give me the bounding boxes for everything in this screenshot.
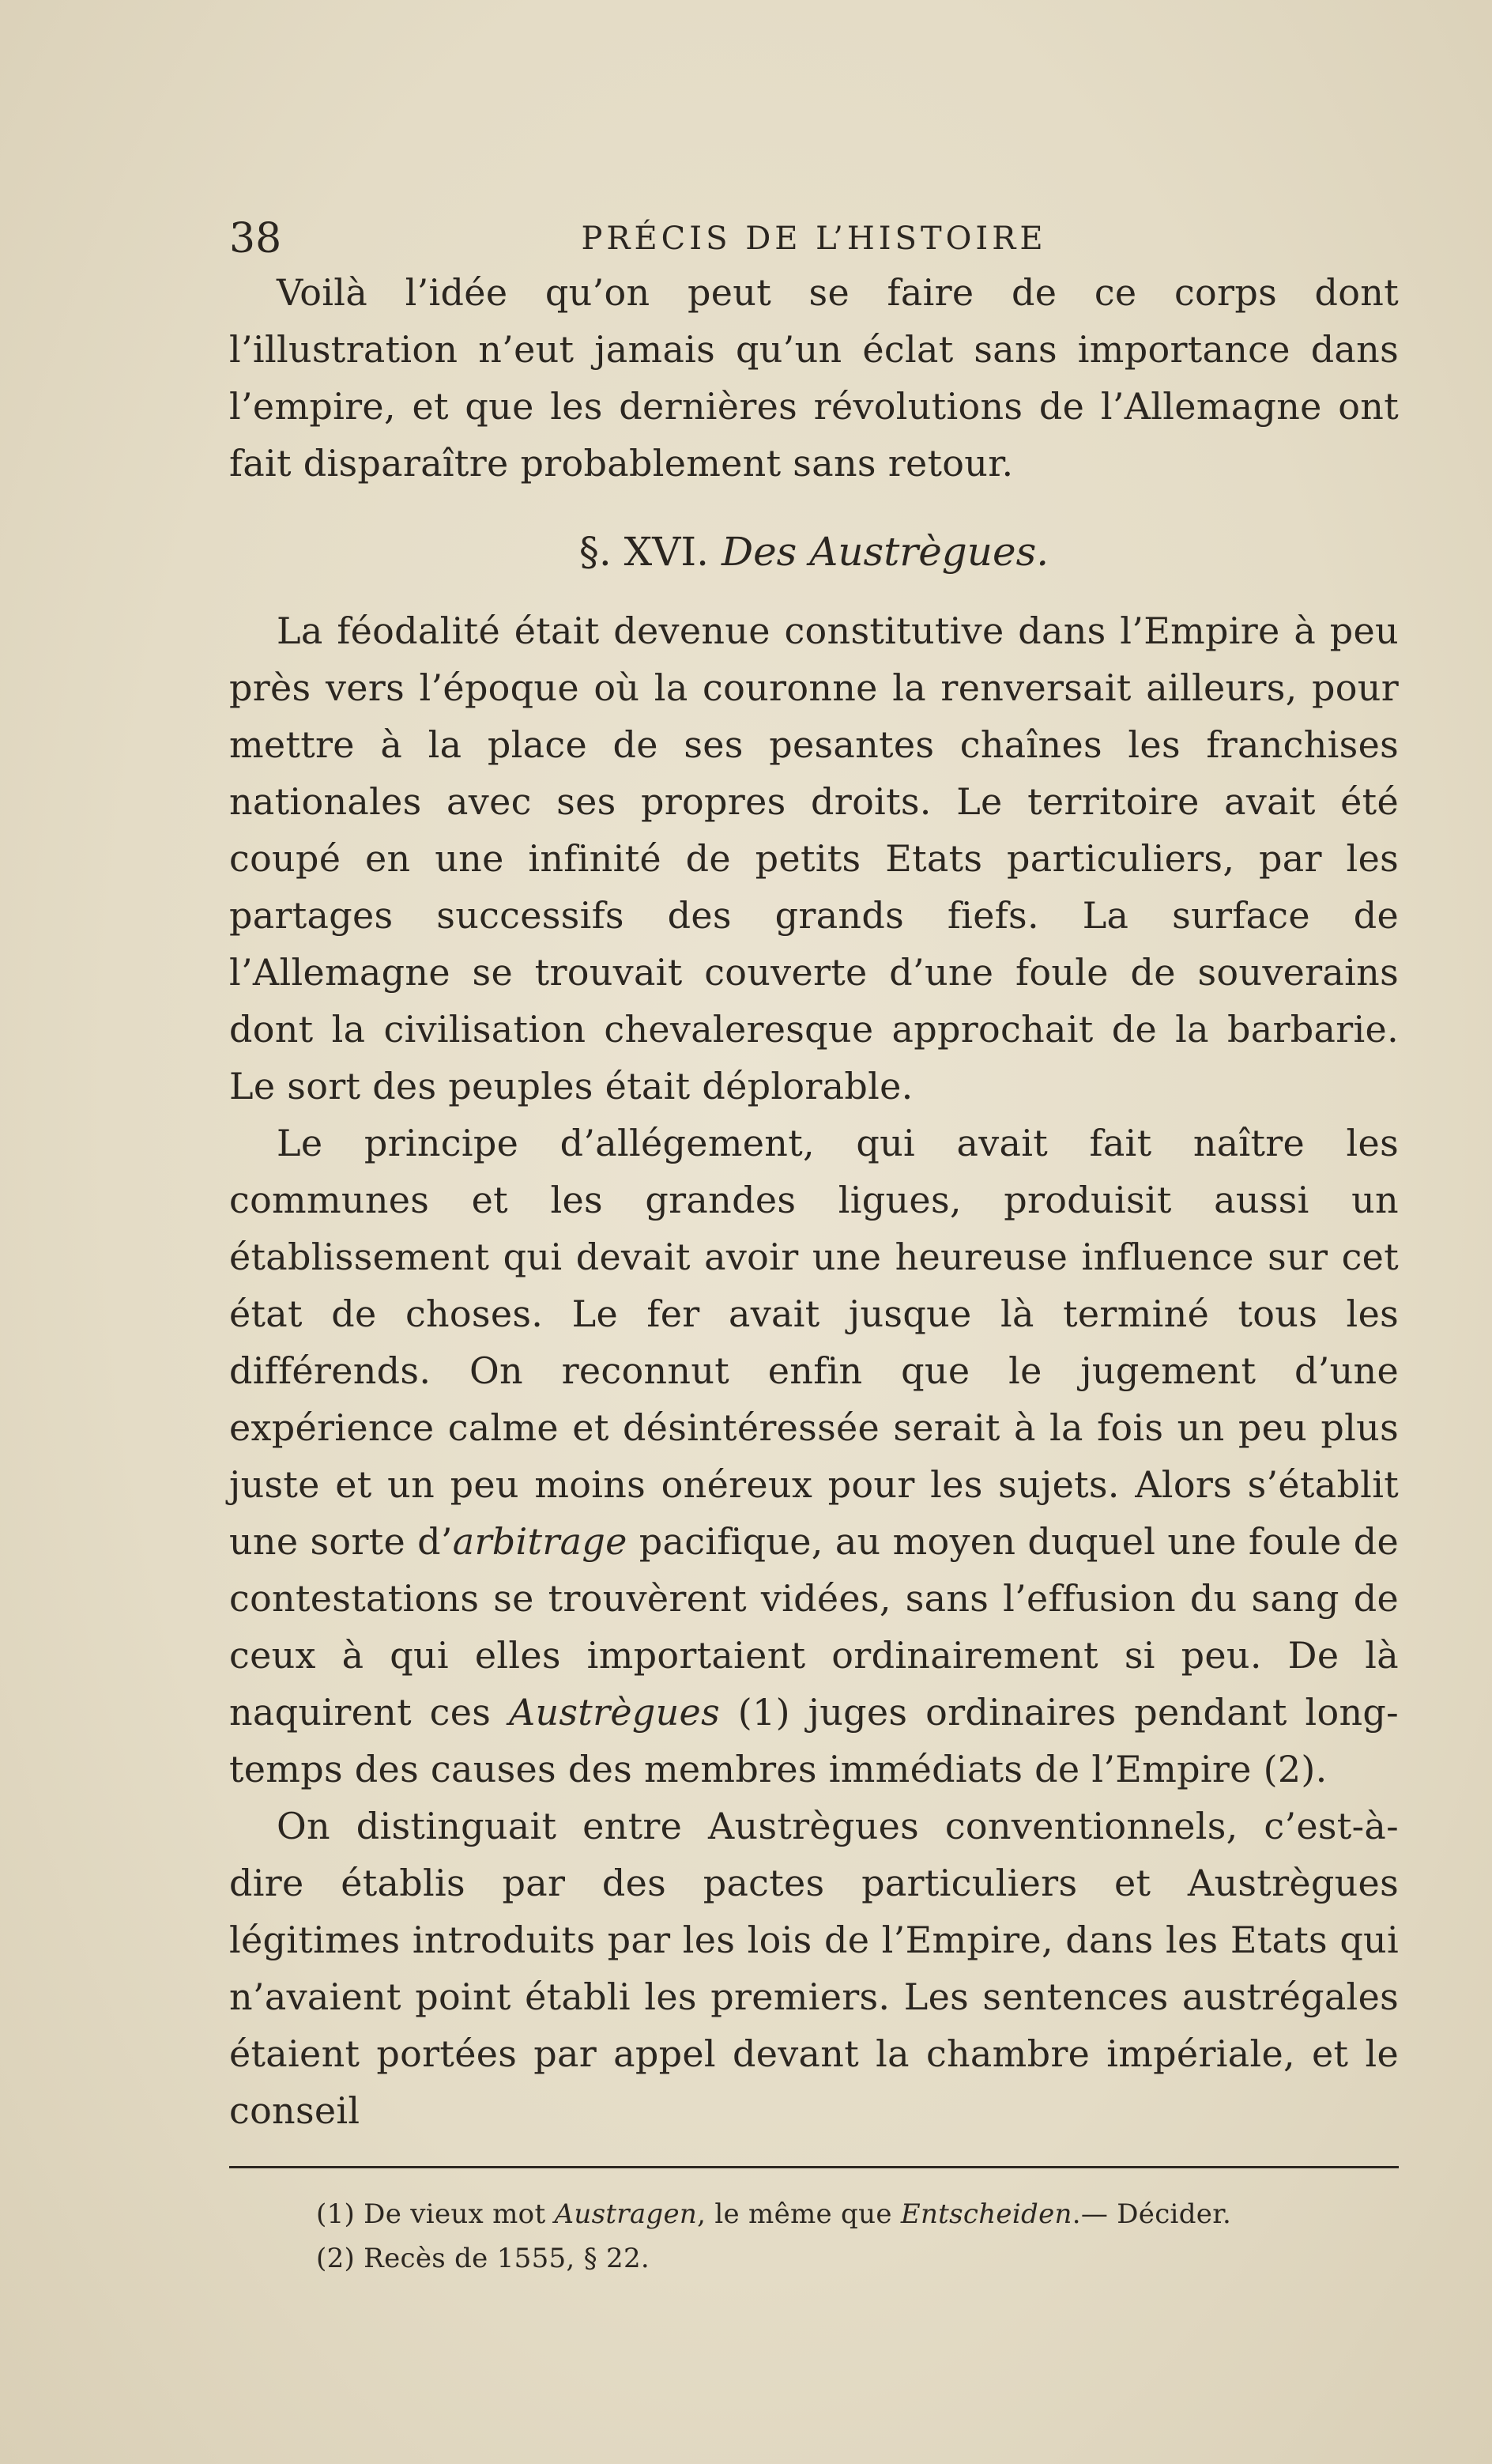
footnote-1-italic-entscheiden: Entscheiden	[900, 2198, 1072, 2230]
paragraph-3-text-a: Le principe d’allégement, qui avait fait naître les communes et les grandes ligues, produisit aussi un établissement qui devait avoir une heureuse influence sur cet état de choses. Le fer avait jusque là terminé tous les différends. On reconnut enfin que le jugement d’une expérience calme et désintéressée serait à la fois un peu plus juste et un peu moins onéreux pour les sujets. Alors s’établit une sorte d’	[229, 1122, 1399, 1563]
footnote-1-text-b: , le même que	[697, 2198, 901, 2230]
text-block	[229, 213, 1399, 2281]
running-title: PRÉCIS DE L’HISTOIRE	[581, 221, 1047, 257]
section-heading	[229, 523, 1399, 580]
footnote-2-text: Recès de 1555, § 22.	[355, 2243, 650, 2274]
paragraph-3	[229, 1115, 1399, 1798]
footnote-1-text-a: De vieux mot	[355, 2198, 555, 2230]
footnote-1-italic-austragen: Austragen	[554, 2198, 698, 2230]
paragraph-3-italic-austregues: Austrègues	[508, 1691, 720, 1734]
section-name: Des Austrègues.	[722, 529, 1049, 575]
footnote-1-text-c: .— Décider.	[1072, 2198, 1232, 2230]
section-number: §. XVI.	[578, 529, 709, 575]
footnote-2-marker: (2)	[316, 2243, 356, 2274]
paragraph-3-text-c: (1) juges ordinaires pendant long-temps des causes des membres immédiats de l’Empire (2).	[229, 1691, 1399, 1790]
footnote-1	[229, 2192, 1399, 2236]
paragraph-1: Voilà l’idée qu’on peut se faire de ce corps dont l’illustration n’eut jamais qu’un éclat sans importance dans l’empire, et que les dernières révolutions de l’Allemagne ont fait disparaître probablement sans retour.	[229, 271, 1399, 485]
running-head	[229, 213, 1399, 264]
paragraph-3-text-b: pacifique, au moyen duquel une foule de contestations se trouvèrent vidées, sans l’effusion du sang de ceux à qui elles importaient ordinairement si peu. De là naquirent ces	[229, 1520, 1399, 1734]
page-number: 38	[229, 215, 282, 262]
paragraph-3-italic-arbitrage: arbitrage	[452, 1520, 627, 1563]
paragraph-2: La féodalité était devenue constitutive dans l’Empire à peu près vers l’époque où la couronne la renversait ailleurs, pour mettre à la place de ses pesantes chaînes les franchises nationales avec ses propres droits. Le territoire avait été coupé en une infinité de petits Etats particuliers, par les partages successifs des grands fiefs. La surface de l’Allemagne se trouvait couverte d’une foule de souverains dont la civilisation chevaleresque approchait de la barbarie. Le sort des peuples était déplorable.	[229, 609, 1399, 1107]
paragraph-4: On distinguait entre Austrègues conventionnels, c’est-à-dire établis par des pactes particuliers et Austrègues légitimes introduits par les lois de l’Empire, dans les Etats qui n’avaient point établi les premiers. Les sentences austrégales étaient portées par appel devant la chambre impériale, et le conseil	[229, 1805, 1399, 2132]
footnote-2	[229, 2236, 1399, 2281]
footnote-1-marker: (1)	[316, 2198, 356, 2230]
footnote-rule	[229, 2166, 1399, 2168]
